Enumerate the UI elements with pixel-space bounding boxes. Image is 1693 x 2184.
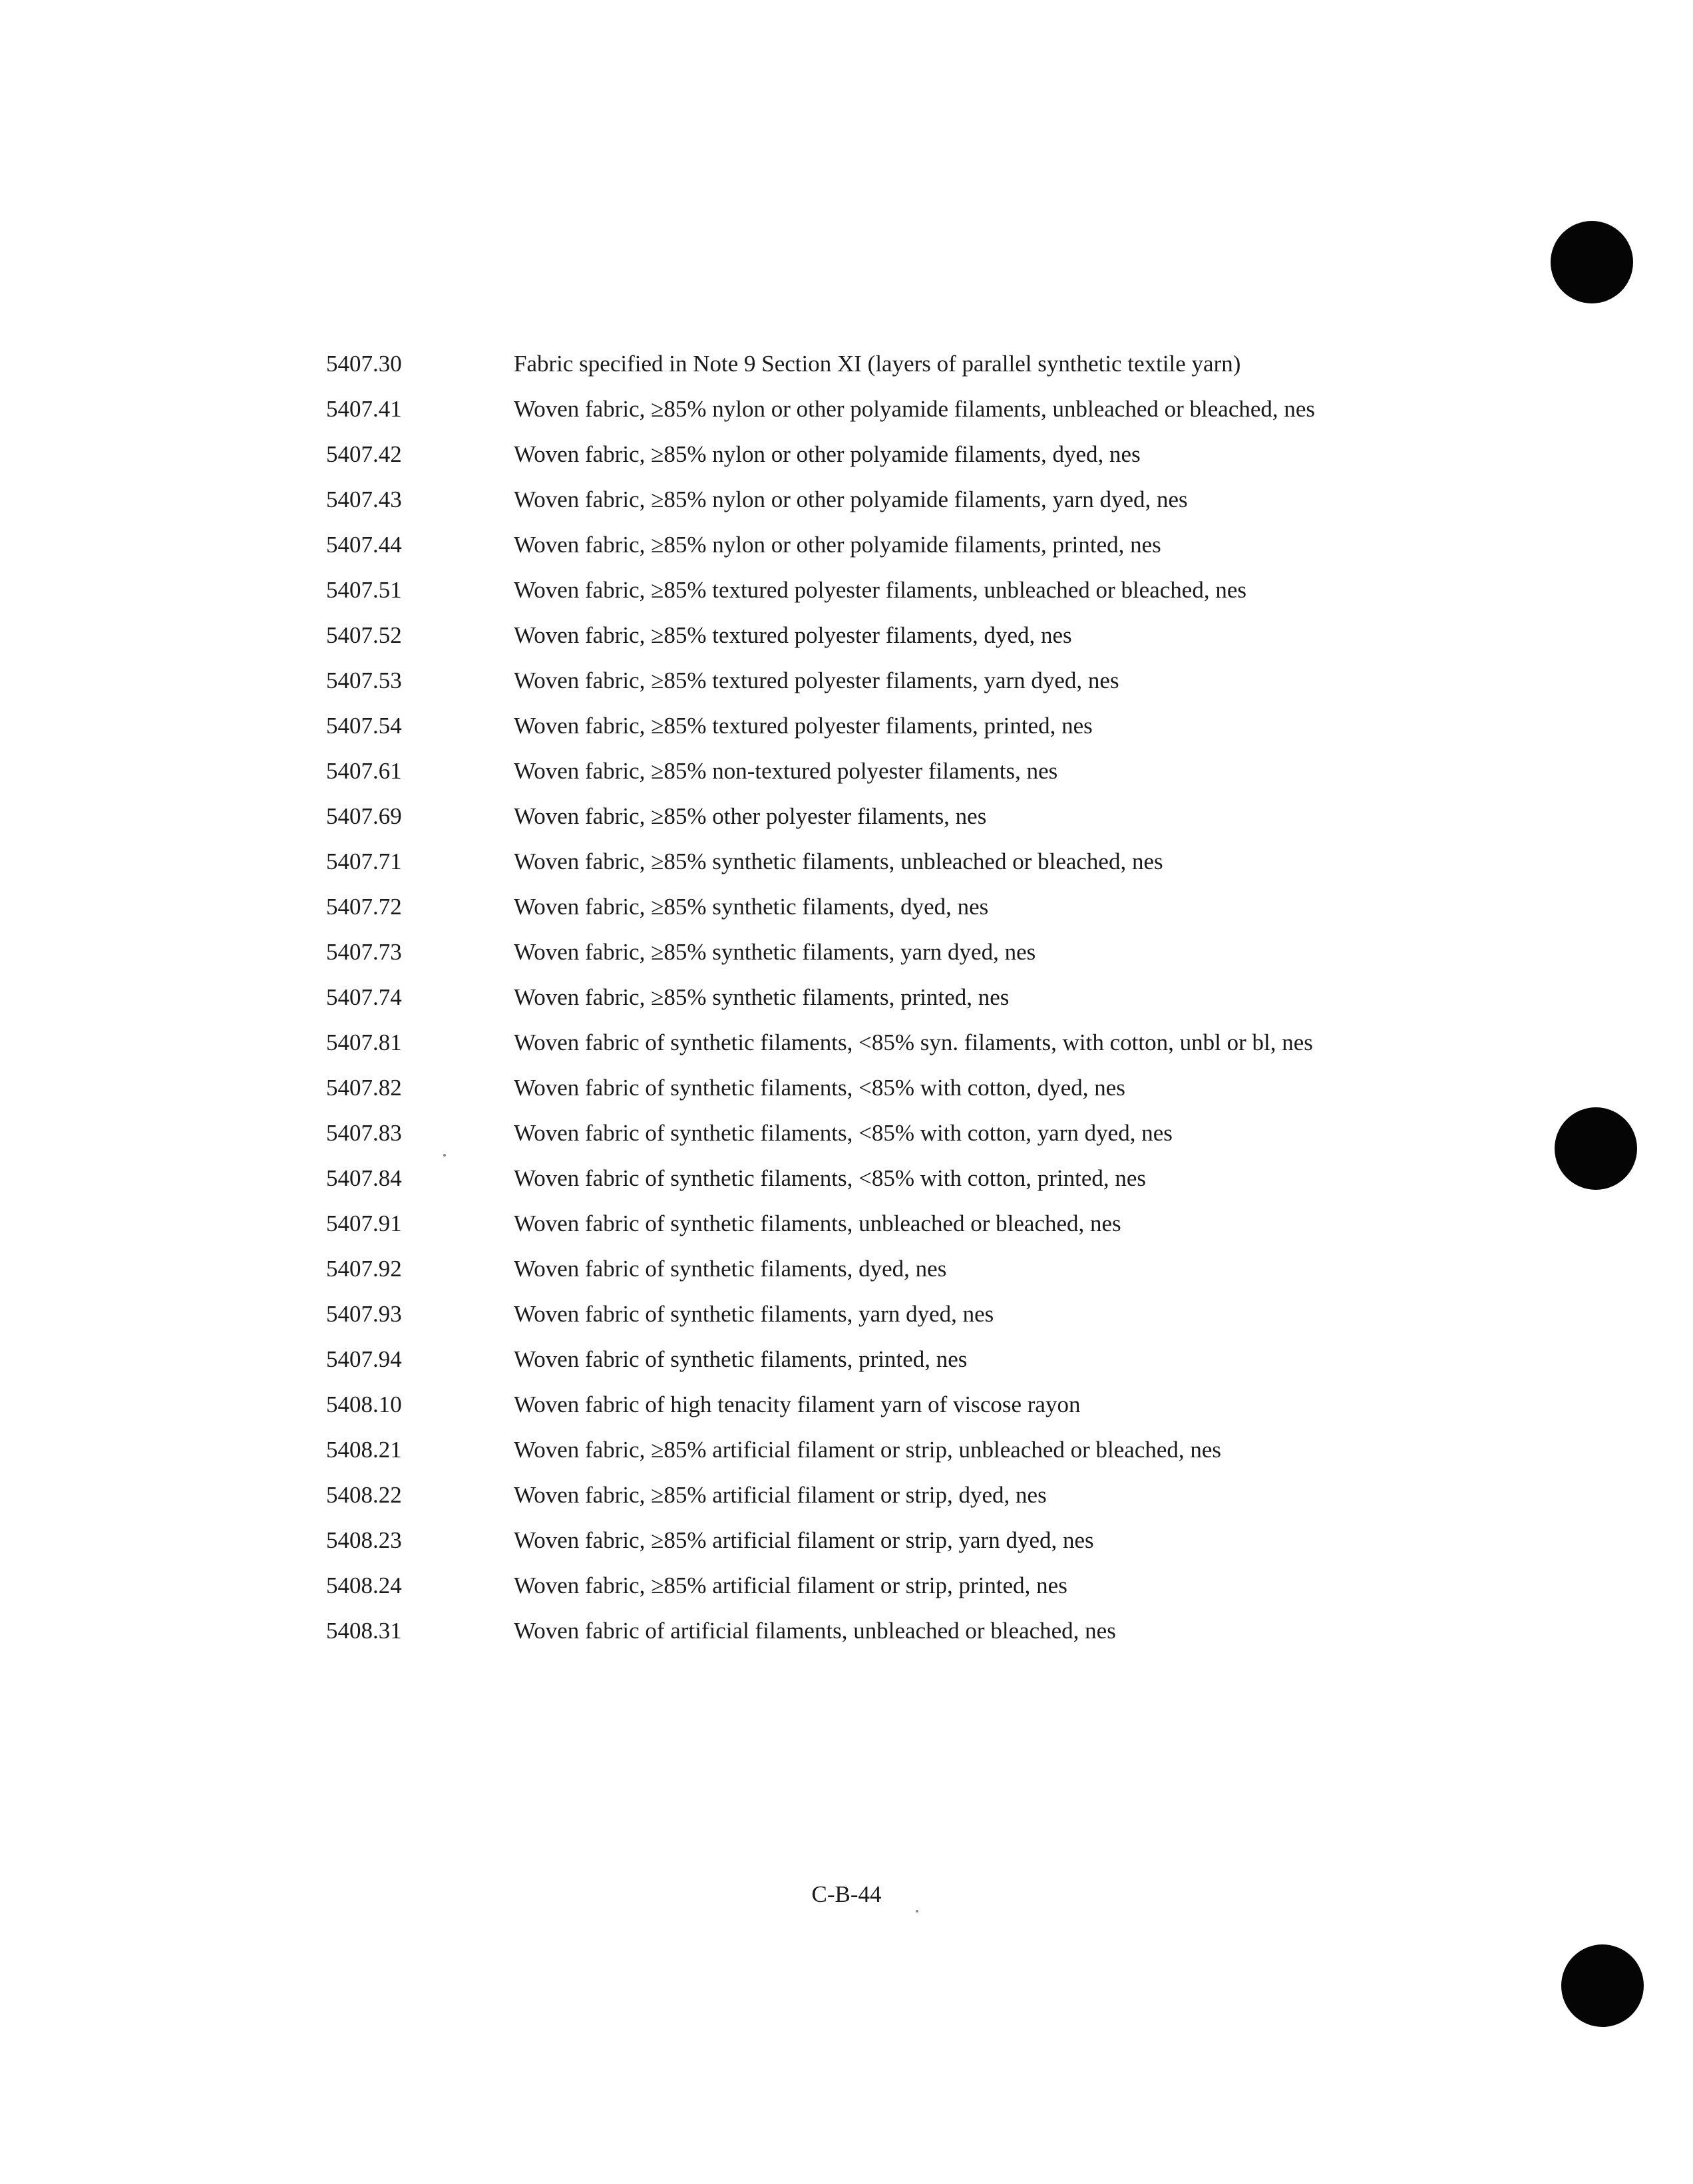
tariff-entry bbox=[0, 575, 1693, 606]
tariff-code: 5407.83 bbox=[326, 1120, 402, 1146]
tariff-description: Woven fabric, ≥85% nylon or other polyamide filaments, unbleached or bleached, nes bbox=[514, 396, 1316, 422]
tariff-entry bbox=[0, 892, 1693, 922]
tariff-code: 5407.44 bbox=[326, 532, 402, 558]
tariff-description: Woven fabric of synthetic filaments, dyed, nes bbox=[514, 1256, 947, 1282]
tariff-entry bbox=[0, 1299, 1693, 1330]
tariff-description: Woven fabric, ≥85% artificial filament or strip, unbleached or bleached, nes bbox=[514, 1437, 1222, 1463]
tariff-description: Woven fabric, ≥85% textured polyester filaments, printed, nes bbox=[514, 713, 1093, 739]
tariff-description: Woven fabric of artificial filaments, unbleached or bleached, nes bbox=[514, 1618, 1116, 1644]
tariff-code: 5407.43 bbox=[326, 486, 402, 512]
tariff-code: 5407.82 bbox=[326, 1075, 402, 1101]
tariff-entry bbox=[0, 1344, 1693, 1375]
tariff-entry bbox=[0, 756, 1693, 787]
page-number: C-B-44 bbox=[811, 1881, 882, 1907]
tariff-description: Woven fabric of high tenacity filament yarn of viscose rayon bbox=[514, 1391, 1081, 1417]
tariff-entry bbox=[0, 439, 1693, 470]
tariff-description: Woven fabric of synthetic filaments, printed, nes bbox=[514, 1346, 968, 1372]
tariff-description: Woven fabric of synthetic filaments, unbleached or bleached, nes bbox=[514, 1210, 1121, 1236]
tariff-description: Woven fabric, ≥85% non-textured polyester filaments, nes bbox=[514, 758, 1058, 784]
tariff-entry bbox=[0, 349, 1693, 379]
tariff-entry bbox=[0, 665, 1693, 696]
tariff-entry bbox=[0, 484, 1693, 515]
tariff-code: 5407.73 bbox=[326, 939, 402, 965]
tariff-description: Woven fabric, ≥85% synthetic filaments, yarn dyed, nes bbox=[514, 939, 1036, 965]
tariff-description: Woven fabric, ≥85% artificial filament or strip, dyed, nes bbox=[514, 1482, 1047, 1508]
tariff-description: Woven fabric, ≥85% textured polyester filaments, dyed, nes bbox=[514, 622, 1072, 648]
tariff-entry bbox=[0, 1254, 1693, 1284]
tariff-entry bbox=[0, 1480, 1693, 1511]
tariff-code: 5408.21 bbox=[326, 1437, 402, 1463]
tariff-code: 5407.51 bbox=[326, 577, 402, 603]
tariff-code: 5407.53 bbox=[326, 667, 402, 693]
tariff-description: Woven fabric, ≥85% synthetic filaments, unbleached or bleached, nes bbox=[514, 848, 1163, 874]
tariff-entry bbox=[0, 1616, 1693, 1646]
tariff-code-list bbox=[0, 349, 1693, 1661]
tariff-entry bbox=[0, 620, 1693, 651]
tariff-code: 5407.81 bbox=[326, 1029, 402, 1055]
tariff-code: 5407.91 bbox=[326, 1210, 402, 1236]
tariff-description: Fabric specified in Note 9 Section XI (layers of parallel synthetic textile yarn) bbox=[514, 351, 1241, 377]
tariff-entry bbox=[0, 937, 1693, 968]
tariff-code: 5408.24 bbox=[326, 1572, 402, 1598]
tariff-description: Woven fabric of synthetic filaments, <85% with cotton, dyed, nes bbox=[514, 1075, 1125, 1101]
tariff-description: Woven fabric, ≥85% other polyester filaments, nes bbox=[514, 803, 987, 829]
tariff-entry bbox=[0, 846, 1693, 877]
tariff-code: 5407.41 bbox=[326, 396, 402, 422]
tariff-description: Woven fabric, ≥85% nylon or other polyamide filaments, printed, nes bbox=[514, 532, 1161, 558]
tariff-entry bbox=[0, 982, 1693, 1013]
tariff-description: Woven fabric, ≥85% synthetic filaments, printed, nes bbox=[514, 984, 1010, 1010]
tariff-description: Woven fabric, ≥85% nylon or other polyamide filaments, dyed, nes bbox=[514, 441, 1141, 467]
tariff-entry bbox=[0, 1118, 1693, 1149]
tariff-entry bbox=[0, 1525, 1693, 1556]
tariff-code: 5407.93 bbox=[326, 1301, 402, 1327]
tariff-description: Woven fabric of synthetic filaments, <85% with cotton, yarn dyed, nes bbox=[514, 1120, 1173, 1146]
tariff-code: 5408.23 bbox=[326, 1527, 402, 1553]
tariff-code: 5408.31 bbox=[326, 1618, 402, 1644]
tariff-entry bbox=[0, 1435, 1693, 1465]
tariff-description: Woven fabric, ≥85% textured polyester filaments, yarn dyed, nes bbox=[514, 667, 1119, 693]
tariff-code: 5407.92 bbox=[326, 1256, 402, 1282]
tariff-entry bbox=[0, 1570, 1693, 1601]
tariff-code: 5407.84 bbox=[326, 1165, 402, 1191]
scan-speck bbox=[916, 1910, 918, 1912]
tariff-code: 5407.61 bbox=[326, 758, 402, 784]
tariff-entry bbox=[0, 1208, 1693, 1239]
tariff-code: 5407.42 bbox=[326, 441, 402, 467]
tariff-code: 5407.30 bbox=[326, 351, 402, 377]
tariff-entry bbox=[0, 394, 1693, 425]
tariff-code: 5407.52 bbox=[326, 622, 402, 648]
tariff-entry bbox=[0, 530, 1693, 560]
tariff-description: Woven fabric, ≥85% nylon or other polyamide filaments, yarn dyed, nes bbox=[514, 486, 1188, 512]
tariff-description: Woven fabric, ≥85% textured polyester filaments, unbleached or bleached, nes bbox=[514, 577, 1246, 603]
tariff-code: 5407.54 bbox=[326, 713, 402, 739]
tariff-code: 5407.72 bbox=[326, 894, 402, 920]
tariff-code: 5408.10 bbox=[326, 1391, 402, 1417]
tariff-code: 5407.74 bbox=[326, 984, 402, 1010]
tariff-entry bbox=[0, 711, 1693, 741]
tariff-entry bbox=[0, 1163, 1693, 1194]
tariff-description: Woven fabric of synthetic filaments, yarn dyed, nes bbox=[514, 1301, 994, 1327]
tariff-description: Woven fabric, ≥85% synthetic filaments, dyed, nes bbox=[514, 894, 989, 920]
tariff-code: 5407.71 bbox=[326, 848, 402, 874]
tariff-code: 5408.22 bbox=[326, 1482, 402, 1508]
tariff-entry bbox=[0, 801, 1693, 832]
tariff-description: Woven fabric of synthetic filaments, <85% syn. filaments, with cotton, unbl or bl, nes bbox=[514, 1029, 1313, 1055]
tariff-description: Woven fabric of synthetic filaments, <85% with cotton, printed, nes bbox=[514, 1165, 1147, 1191]
tariff-entry bbox=[0, 1073, 1693, 1103]
tariff-entry bbox=[0, 1389, 1693, 1420]
punch-hole bbox=[1561, 1944, 1644, 2027]
tariff-description: Woven fabric, ≥85% artificial filament or strip, printed, nes bbox=[514, 1572, 1067, 1598]
tariff-code: 5407.69 bbox=[326, 803, 402, 829]
punch-hole bbox=[1551, 221, 1633, 303]
tariff-code: 5407.94 bbox=[326, 1346, 402, 1372]
tariff-description: Woven fabric, ≥85% artificial filament or strip, yarn dyed, nes bbox=[514, 1527, 1094, 1553]
tariff-entry bbox=[0, 1027, 1693, 1058]
